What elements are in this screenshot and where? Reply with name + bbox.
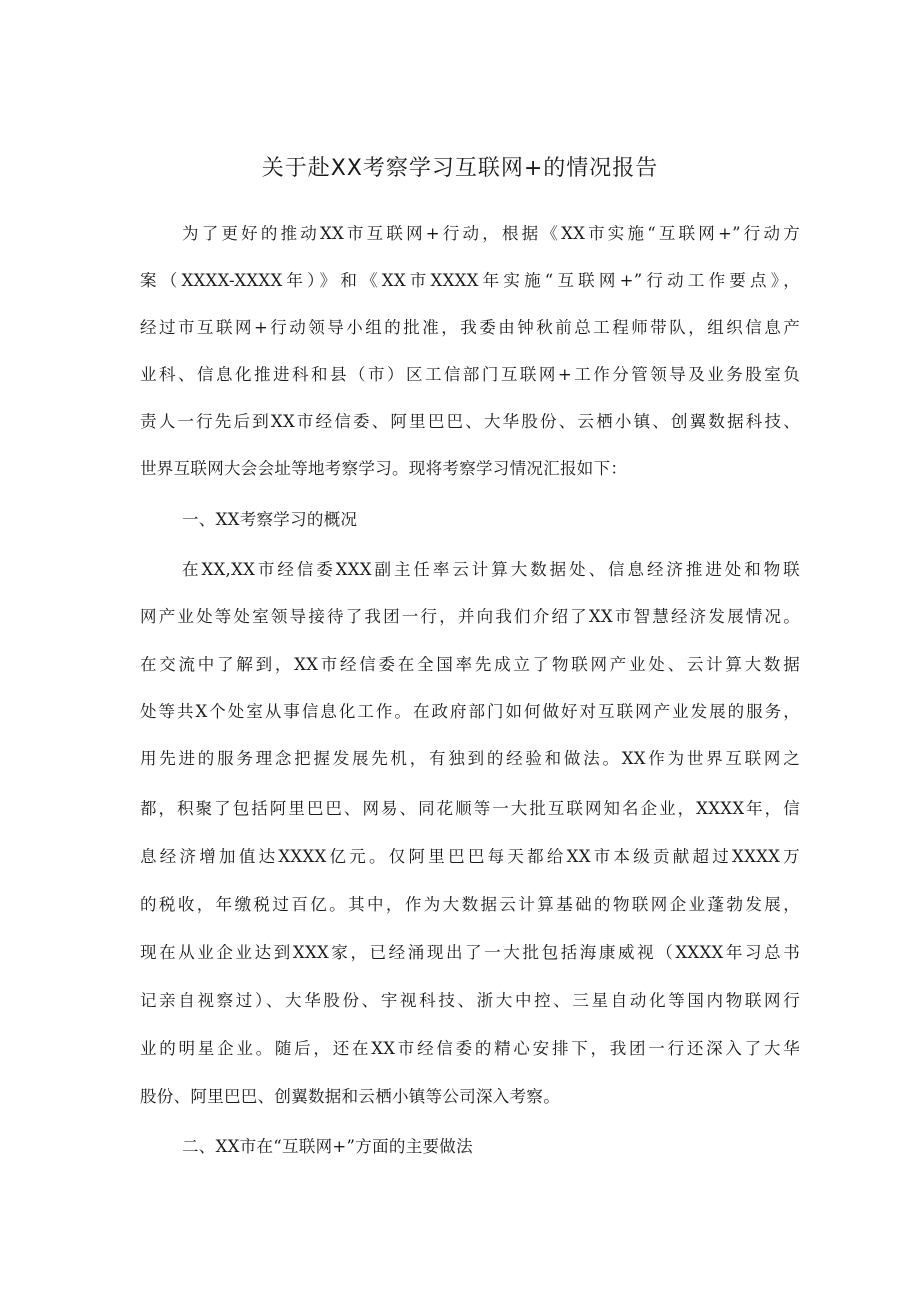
paragraph-line: 业的明星企业。随后，还在XX市经信委的精心安排下，我团一行还深入了大华 bbox=[140, 1039, 800, 1058]
paragraph-line: 用先进的服务理念把握发展先机，有独到的经验和做法。XX作为世界互联网之 bbox=[140, 749, 800, 768]
paragraph-line: 记亲自视察过）、大华股份、宇视科技、浙大中控、三星自动化等国内物联网行 bbox=[140, 991, 800, 1010]
paragraph-line: 责人一行先后到XX市经信委、阿里巴巴、大华股份、云栖小镇、创翼数据科技、 bbox=[140, 412, 800, 431]
paragraph-line: 处等共X个处室从事信息化工作。在政府部门如何做好对互联网产业发展的服务， bbox=[140, 702, 800, 721]
paragraph-line: 都，积聚了包括阿里巴巴、网易、同花顺等一大批互联网知名企业，XXXX年，信 bbox=[140, 799, 800, 818]
section-heading-2: 二、XX市在“互联网+”方面的主要做法 bbox=[182, 1137, 473, 1156]
document-title: 关于赴XX考察学习互联网+的情况报告 bbox=[261, 156, 659, 181]
paragraph-line: 现在从业企业达到XXX家，已经涌现出了一大批包括海康威视（XXXX年习总书 bbox=[140, 943, 800, 962]
paragraph-line: 为了更好的推动XX市互联网+行动，根据《XX市实施“互联网+”行动方 bbox=[182, 224, 800, 243]
paragraph-line: 网产业处等处室领导接待了我团一行，并向我们介绍了XX市智慧经济发展情况。 bbox=[140, 607, 800, 626]
paragraph-line: 股份、阿里巴巴、创翼数据和云栖小镇等公司深入考察。 bbox=[140, 1087, 560, 1106]
paragraph-line: 世界互联网大会会址等地考察学习。现将考察学习情况汇报如下： bbox=[140, 459, 628, 478]
paragraph-line: 在交流中了解到，XX市经信委在全国率先成立了物联网产业处、云计算大数据 bbox=[140, 655, 800, 674]
paragraph-line: 案（XXXX-XXXX年）》和《XX市XXXX年实施“互联网+”行动工作要点》， bbox=[140, 271, 800, 290]
paragraph-line: 在XX,XX市经信委XXX副主任率云计算大数据处、信息经济推进处和物联 bbox=[182, 560, 800, 579]
paragraph-line: 业科、信息化推进科和县（市）区工信部门互联网+工作分管领导及业务股室负 bbox=[140, 365, 800, 384]
section-heading-1: 一、XX考察学习的概况 bbox=[182, 510, 358, 529]
paragraph-line: 的税收，年缴税过百亿。其中，作为大数据云计算基础的物联网企业蓬勃发展， bbox=[140, 895, 800, 914]
paragraph-line: 息经济增加值达XXXX亿元。仅阿里巴巴每天都给XX市本级贡献超过XXXX万 bbox=[140, 847, 800, 866]
paragraph-line: 经过市互联网+行动领导小组的批准，我委由钟秋前总工程师带队，组织信息产 bbox=[140, 318, 800, 337]
